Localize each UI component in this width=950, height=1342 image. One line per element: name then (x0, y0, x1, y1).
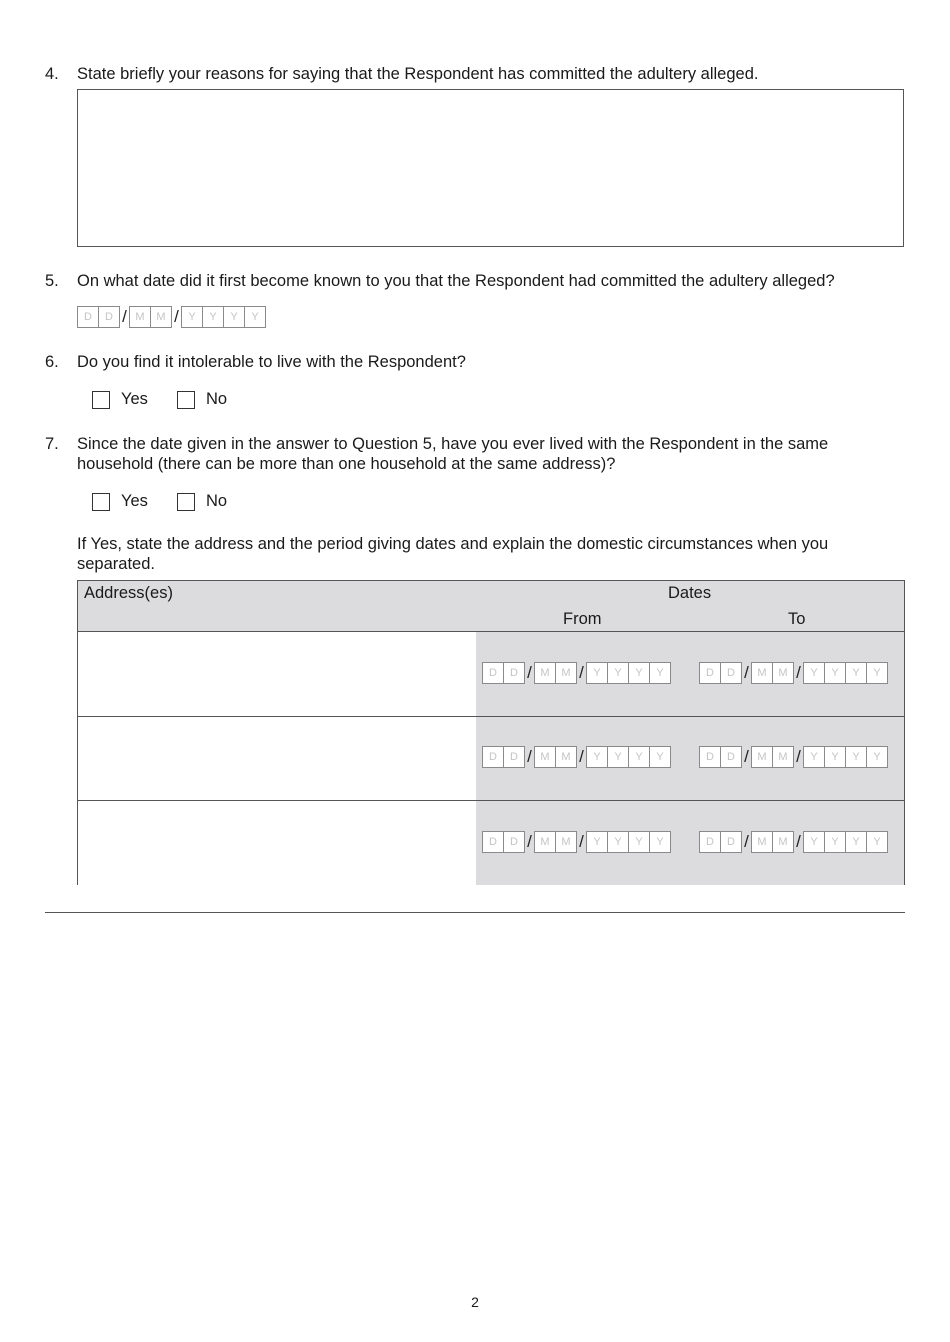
date-separator: / (579, 832, 584, 851)
address-column-header: Address(es) (84, 584, 173, 602)
day-digit-box[interactable]: D (77, 306, 99, 328)
month-group (129, 306, 172, 328)
day-digit-box[interactable]: D (720, 746, 742, 768)
question-number: 6. (45, 353, 59, 371)
question-text: State briefly your reasons for saying that the Respondent has committed the adultery alleged. (77, 65, 759, 83)
question-number: 4. (45, 65, 59, 83)
year-digit-box[interactable]: Y (824, 746, 846, 768)
year-digit-box[interactable]: Y (181, 306, 203, 328)
month-digit-box[interactable]: M (751, 662, 773, 684)
date-separator: / (796, 832, 801, 851)
day-digit-box[interactable]: D (503, 662, 525, 684)
day-group (482, 746, 525, 768)
year-digit-box[interactable]: Y (628, 662, 650, 684)
question-text: Do you find it intolerable to live with the Respondent? (77, 353, 466, 371)
date-separator: / (579, 747, 584, 766)
day-group (482, 662, 525, 684)
question-text: Since the date given in the answer to Question 5, have you ever lived with the Respondent in the same household (there can be more than one household at the same address)? (77, 435, 829, 473)
month-group (534, 746, 577, 768)
to-column-header: To (788, 610, 806, 628)
month-group (534, 831, 577, 853)
year-digit-box[interactable]: Y (866, 662, 888, 684)
day-digit-box[interactable]: D (98, 306, 120, 328)
q6-no-checkbox[interactable] (177, 391, 195, 409)
month-digit-box[interactable]: M (772, 746, 794, 768)
page-number: 2 (471, 1294, 479, 1310)
year-group (586, 662, 671, 684)
month-group (751, 746, 794, 768)
day-digit-box[interactable]: D (503, 746, 525, 768)
year-digit-box[interactable]: Y (866, 746, 888, 768)
year-digit-box[interactable]: Y (803, 662, 825, 684)
month-digit-box[interactable]: M (555, 662, 577, 684)
date-separator: / (122, 307, 127, 326)
month-digit-box[interactable]: M (555, 746, 577, 768)
section-divider (45, 912, 905, 913)
date-separator: / (174, 307, 179, 326)
date-separator: / (796, 663, 801, 682)
year-group (181, 306, 266, 328)
month-digit-box[interactable]: M (772, 662, 794, 684)
q6-yes-label: Yes (121, 390, 148, 408)
q7-no-option[interactable] (177, 492, 227, 511)
from-date-field[interactable] (482, 831, 671, 853)
year-digit-box[interactable]: Y (628, 746, 650, 768)
year-digit-box[interactable]: Y (824, 831, 846, 853)
month-digit-box[interactable]: M (751, 746, 773, 768)
month-digit-box[interactable]: M (534, 831, 556, 853)
year-group (803, 746, 888, 768)
year-digit-box[interactable]: Y (845, 662, 867, 684)
day-group (699, 831, 742, 853)
year-digit-box[interactable]: Y (649, 662, 671, 684)
month-digit-box[interactable]: M (751, 831, 773, 853)
month-digit-box[interactable]: M (772, 831, 794, 853)
month-group (751, 662, 794, 684)
q7-no-label: No (206, 492, 228, 510)
question-text: On what date did it first become known to you that the Respondent had committed the adultery alleged? (77, 272, 835, 290)
from-date-field[interactable] (482, 746, 671, 768)
to-date-field[interactable] (699, 831, 888, 853)
year-digit-box[interactable]: Y (607, 746, 629, 768)
year-digit-box[interactable]: Y (586, 831, 608, 853)
month-group (534, 662, 577, 684)
from-column-header: From (563, 610, 602, 628)
year-group (586, 746, 671, 768)
year-digit-box[interactable]: Y (607, 831, 629, 853)
to-date-field[interactable] (699, 662, 888, 684)
year-digit-box[interactable]: Y (628, 831, 650, 853)
from-date-field[interactable] (482, 662, 671, 684)
dates-cell (476, 717, 904, 801)
year-digit-box[interactable]: Y (649, 831, 671, 853)
year-digit-box[interactable]: Y (649, 746, 671, 768)
question-number: 5. (45, 272, 59, 290)
day-digit-box[interactable]: D (720, 831, 742, 853)
day-group (482, 831, 525, 853)
day-digit-box[interactable]: D (699, 746, 721, 768)
table-header (78, 581, 904, 632)
year-digit-box[interactable]: Y (803, 746, 825, 768)
year-digit-box[interactable]: Y (586, 746, 608, 768)
day-digit-box[interactable]: D (720, 662, 742, 684)
q6-no-label: No (206, 390, 228, 408)
q7-yes-label: Yes (121, 492, 148, 510)
day-digit-box[interactable]: D (699, 662, 721, 684)
to-date-field[interactable] (699, 746, 888, 768)
year-digit-box[interactable]: Y (845, 746, 867, 768)
month-digit-box[interactable]: M (555, 831, 577, 853)
day-digit-box[interactable]: D (482, 746, 504, 768)
date-separator: / (744, 747, 749, 766)
date-separator: / (527, 663, 532, 682)
q7-yes-option[interactable] (92, 492, 148, 511)
year-digit-box[interactable]: Y (244, 306, 266, 328)
month-digit-box[interactable]: M (534, 746, 556, 768)
date-separator: / (744, 832, 749, 851)
date-field-known[interactable] (77, 306, 266, 328)
month-digit-box[interactable]: M (129, 306, 151, 328)
q6-yes-option[interactable] (92, 390, 148, 409)
address-cell[interactable] (78, 801, 476, 885)
day-group (77, 306, 120, 328)
year-digit-box[interactable]: Y (223, 306, 245, 328)
followup-text: If Yes, state the address and the period giving dates and explain the domestic circumstances when you separated. (77, 535, 829, 573)
year-group (803, 662, 888, 684)
reasons-textarea[interactable] (77, 89, 904, 247)
table-row (78, 717, 904, 801)
day-digit-box[interactable]: D (482, 831, 504, 853)
q6-no-option[interactable] (177, 390, 227, 409)
month-digit-box[interactable]: M (150, 306, 172, 328)
day-group (699, 662, 742, 684)
dates-cell (476, 801, 904, 885)
date-separator: / (527, 832, 532, 851)
year-digit-box[interactable]: Y (824, 662, 846, 684)
address-cell[interactable] (78, 717, 476, 801)
dates-cell (476, 632, 904, 716)
date-separator: / (527, 747, 532, 766)
year-digit-box[interactable]: Y (202, 306, 224, 328)
year-digit-box[interactable]: Y (803, 831, 825, 853)
year-digit-box[interactable]: Y (866, 831, 888, 853)
question-number: 7. (45, 435, 59, 453)
date-separator: / (796, 747, 801, 766)
q7-yes-checkbox[interactable] (92, 493, 110, 511)
year-digit-box[interactable]: Y (845, 831, 867, 853)
dates-column-header: Dates (668, 584, 712, 602)
date-separator: / (579, 663, 584, 682)
day-group (699, 746, 742, 768)
table-row (78, 801, 904, 885)
year-group (586, 831, 671, 853)
month-digit-box[interactable]: M (534, 662, 556, 684)
date-separator: / (744, 663, 749, 682)
year-digit-box[interactable]: Y (586, 662, 608, 684)
year-digit-box[interactable]: Y (607, 662, 629, 684)
table-row (78, 632, 904, 716)
month-group (751, 831, 794, 853)
day-digit-box[interactable]: D (699, 831, 721, 853)
year-group (803, 831, 888, 853)
day-digit-box[interactable]: D (503, 831, 525, 853)
q6-yes-checkbox[interactable] (92, 391, 110, 409)
address-cell[interactable] (78, 632, 476, 716)
q7-no-checkbox[interactable] (177, 493, 195, 511)
day-digit-box[interactable]: D (482, 662, 504, 684)
address-dates-table (77, 580, 905, 885)
